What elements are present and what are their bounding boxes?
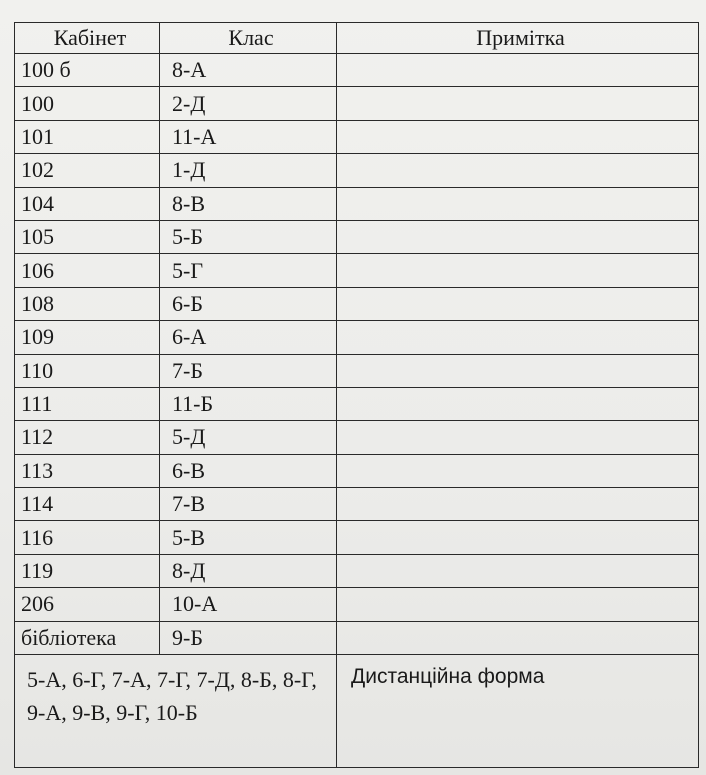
class-cell: 5-Г xyxy=(160,254,337,287)
room-cell: 106 xyxy=(15,254,160,287)
table-row xyxy=(15,621,699,654)
class-cell: 6-Б xyxy=(160,287,337,320)
class-cell: 6-В xyxy=(160,454,337,487)
class-cell: 8-В xyxy=(160,187,337,220)
room-cell: 102 xyxy=(15,154,160,187)
table-row xyxy=(15,321,699,354)
room-cell: 109 xyxy=(15,321,160,354)
room-cell: 206 xyxy=(15,588,160,621)
table-row xyxy=(15,287,699,320)
table-row-remote xyxy=(15,655,699,768)
room-cell: 105 xyxy=(15,220,160,253)
room-cell: 100 б xyxy=(15,54,160,87)
room-cell: 111 xyxy=(15,387,160,420)
room-cell: 119 xyxy=(15,554,160,587)
note-cell xyxy=(337,454,699,487)
table-row xyxy=(15,220,699,253)
note-cell xyxy=(337,387,699,420)
table-row xyxy=(15,354,699,387)
room-cell: 116 xyxy=(15,521,160,554)
table-row xyxy=(15,588,699,621)
header-room: Кабінет xyxy=(15,23,160,54)
room-cell: бібліотека xyxy=(15,621,160,654)
class-cell: 5-Б xyxy=(160,220,337,253)
room-cell: 100 xyxy=(15,87,160,120)
room-cell: 110 xyxy=(15,354,160,387)
table-row xyxy=(15,454,699,487)
class-cell: 7-Б xyxy=(160,354,337,387)
class-cell: 8-А xyxy=(160,54,337,87)
table-row xyxy=(15,154,699,187)
table-body xyxy=(15,54,699,768)
table-row xyxy=(15,421,699,454)
table-row xyxy=(15,254,699,287)
class-cell: 11-Б xyxy=(160,387,337,420)
note-cell xyxy=(337,187,699,220)
header-class: Клас xyxy=(160,23,337,54)
class-cell: 9-Б xyxy=(160,621,337,654)
room-assignment-table xyxy=(14,22,699,768)
table-row xyxy=(15,54,699,87)
note-cell xyxy=(337,154,699,187)
note-cell xyxy=(337,254,699,287)
note-cell xyxy=(337,488,699,521)
class-cell: 2-Д xyxy=(160,87,337,120)
class-cell: 6-А xyxy=(160,321,337,354)
table-row xyxy=(15,387,699,420)
remote-classes-list: 5-А, 6-Г, 7-А, 7-Г, 7-Д, 8-Б, 8-Г, 9-А, 9-В, 9-Г, 10-Б xyxy=(15,655,337,768)
note-cell xyxy=(337,54,699,87)
class-cell: 1-Д xyxy=(160,154,337,187)
table-row xyxy=(15,187,699,220)
room-cell: 113 xyxy=(15,454,160,487)
note-cell xyxy=(337,220,699,253)
note-cell xyxy=(337,321,699,354)
note-cell xyxy=(337,120,699,153)
table-row xyxy=(15,87,699,120)
header-note: Примітка xyxy=(337,23,699,54)
class-cell: 10-А xyxy=(160,588,337,621)
remote-note: Дистанційна форма xyxy=(337,655,699,768)
class-cell: 8-Д xyxy=(160,554,337,587)
note-cell xyxy=(337,621,699,654)
class-cell: 5-Д xyxy=(160,421,337,454)
room-cell: 104 xyxy=(15,187,160,220)
room-cell: 114 xyxy=(15,488,160,521)
note-cell xyxy=(337,421,699,454)
class-cell: 5-В xyxy=(160,521,337,554)
class-cell: 7-В xyxy=(160,488,337,521)
note-cell xyxy=(337,87,699,120)
room-cell: 112 xyxy=(15,421,160,454)
table-row xyxy=(15,554,699,587)
table-row xyxy=(15,488,699,521)
note-cell xyxy=(337,554,699,587)
table-row xyxy=(15,120,699,153)
room-cell: 101 xyxy=(15,120,160,153)
note-cell xyxy=(337,588,699,621)
room-cell: 108 xyxy=(15,287,160,320)
header-row xyxy=(15,23,699,54)
note-cell xyxy=(337,521,699,554)
table-row xyxy=(15,521,699,554)
note-cell xyxy=(337,354,699,387)
class-cell: 11-А xyxy=(160,120,337,153)
note-cell xyxy=(337,287,699,320)
